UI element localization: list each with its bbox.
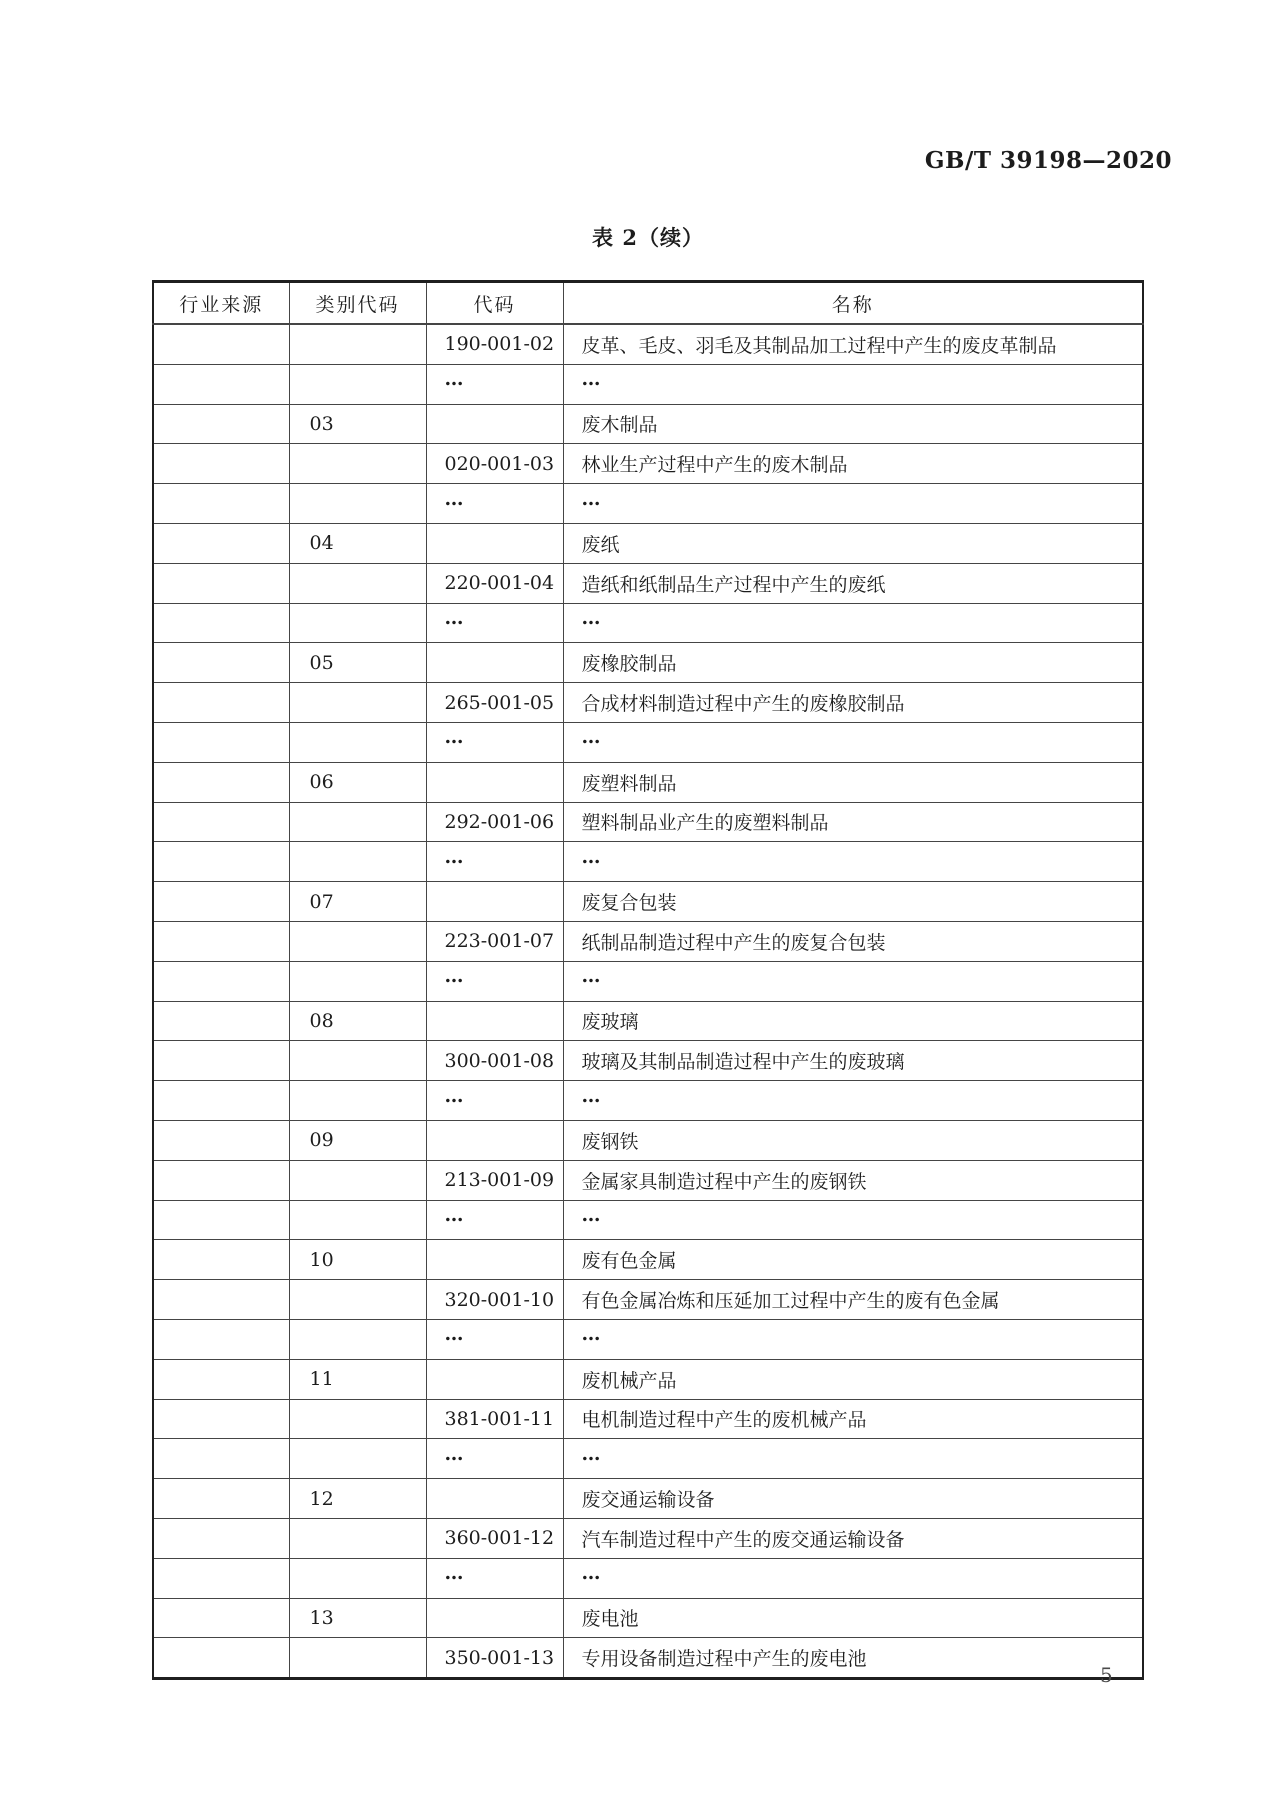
table-row bbox=[153, 404, 1143, 444]
table-row bbox=[153, 1160, 1143, 1200]
ellipsis: … bbox=[444, 1323, 465, 1346]
industry-cell bbox=[153, 921, 289, 961]
industry-cell bbox=[153, 324, 289, 364]
table-row bbox=[153, 1598, 1143, 1638]
industry-cell bbox=[153, 683, 289, 723]
name-cell: 造纸和纸制品生产过程中产生的废纸 bbox=[563, 563, 1143, 603]
table-row bbox=[153, 1518, 1143, 1558]
table-body bbox=[153, 324, 1143, 1679]
table-row bbox=[153, 1319, 1143, 1359]
table-row bbox=[153, 523, 1143, 563]
code-cell bbox=[426, 1200, 563, 1240]
table-row bbox=[153, 683, 1143, 723]
name-cell: 废纸 bbox=[563, 523, 1143, 563]
category-cell bbox=[289, 603, 426, 643]
ellipsis: … bbox=[444, 1084, 465, 1107]
page-number: 5 bbox=[1100, 1663, 1113, 1687]
table-header bbox=[153, 282, 1143, 325]
industry-cell bbox=[153, 1479, 289, 1519]
ellipsis: … bbox=[581, 606, 602, 629]
table-row bbox=[153, 603, 1143, 643]
category-cell: 10 bbox=[289, 1240, 426, 1280]
industry-cell bbox=[153, 1439, 289, 1479]
industry-cell bbox=[153, 1041, 289, 1081]
table-title: 表 2（续） bbox=[592, 225, 704, 250]
ellipsis: … bbox=[444, 368, 465, 391]
code-cell bbox=[426, 722, 563, 762]
code-cell bbox=[426, 961, 563, 1001]
industry-cell bbox=[153, 523, 289, 563]
category-cell: 08 bbox=[289, 1001, 426, 1041]
code-cell bbox=[426, 523, 563, 563]
industry-cell bbox=[153, 882, 289, 922]
code-cell: 190-001-02 bbox=[426, 324, 563, 364]
category-cell: 09 bbox=[289, 1120, 426, 1160]
name-cell: 废钢铁 bbox=[563, 1120, 1143, 1160]
code-cell: 381-001-11 bbox=[426, 1399, 563, 1439]
name-cell: 废橡胶制品 bbox=[563, 643, 1143, 683]
name-cell bbox=[563, 961, 1143, 1001]
code-cell bbox=[426, 882, 563, 922]
col-header-name: 名称 bbox=[563, 282, 1143, 325]
code-cell bbox=[426, 1240, 563, 1280]
table-row bbox=[153, 444, 1143, 484]
code-cell bbox=[426, 1120, 563, 1160]
category-cell bbox=[289, 722, 426, 762]
code-cell: 213-001-09 bbox=[426, 1160, 563, 1200]
table-row bbox=[153, 1280, 1143, 1320]
table-row bbox=[153, 961, 1143, 1001]
ellipsis: … bbox=[581, 487, 602, 510]
industry-cell bbox=[153, 444, 289, 484]
ellipsis: … bbox=[444, 965, 465, 988]
industry-cell bbox=[153, 1319, 289, 1359]
category-cell bbox=[289, 683, 426, 723]
code-cell bbox=[426, 1439, 563, 1479]
industry-cell bbox=[153, 961, 289, 1001]
category-cell bbox=[289, 324, 426, 364]
code-cell bbox=[426, 762, 563, 802]
name-cell: 皮革、毛皮、羽毛及其制品加工过程中产生的废皮革制品 bbox=[563, 324, 1143, 364]
name-cell: 废复合包装 bbox=[563, 882, 1143, 922]
industry-cell bbox=[153, 1280, 289, 1320]
table-row bbox=[153, 1479, 1143, 1519]
industry-cell bbox=[153, 1120, 289, 1160]
category-cell bbox=[289, 1280, 426, 1320]
col-header-industry: 行业来源 bbox=[153, 282, 289, 325]
ellipsis: … bbox=[444, 606, 465, 629]
code-cell bbox=[426, 404, 563, 444]
table-row bbox=[153, 842, 1143, 882]
name-cell: 合成材料制造过程中产生的废橡胶制品 bbox=[563, 683, 1143, 723]
code-cell: 223-001-07 bbox=[426, 921, 563, 961]
ellipsis: … bbox=[581, 1084, 602, 1107]
code-cell bbox=[426, 842, 563, 882]
table-row bbox=[153, 882, 1143, 922]
table-row bbox=[153, 643, 1143, 683]
name-cell: 废有色金属 bbox=[563, 1240, 1143, 1280]
table-row bbox=[153, 802, 1143, 842]
category-cell bbox=[289, 484, 426, 524]
code-cell: 300-001-08 bbox=[426, 1041, 563, 1081]
code-cell bbox=[426, 1081, 563, 1121]
category-cell bbox=[289, 1518, 426, 1558]
category-cell: 13 bbox=[289, 1598, 426, 1638]
category-cell bbox=[289, 444, 426, 484]
category-cell bbox=[289, 1041, 426, 1081]
industry-cell bbox=[153, 762, 289, 802]
name-cell bbox=[563, 1081, 1143, 1121]
name-cell: 废交通运输设备 bbox=[563, 1479, 1143, 1519]
ellipsis: … bbox=[581, 726, 602, 749]
name-cell bbox=[563, 364, 1143, 404]
name-cell: 玻璃及其制品制造过程中产生的废玻璃 bbox=[563, 1041, 1143, 1081]
name-cell: 废玻璃 bbox=[563, 1001, 1143, 1041]
industry-cell bbox=[153, 603, 289, 643]
industry-cell bbox=[153, 1558, 289, 1598]
table-row bbox=[153, 1081, 1143, 1121]
category-cell bbox=[289, 1638, 426, 1679]
industry-cell bbox=[153, 1160, 289, 1200]
table-row bbox=[153, 1120, 1143, 1160]
industry-cell bbox=[153, 1518, 289, 1558]
category-cell: 07 bbox=[289, 882, 426, 922]
code-cell bbox=[426, 1001, 563, 1041]
table-row bbox=[153, 722, 1143, 762]
table-row bbox=[153, 1439, 1143, 1479]
col-header-code: 代码 bbox=[426, 282, 563, 325]
name-cell: 专用设备制造过程中产生的废电池 bbox=[563, 1638, 1143, 1679]
category-cell: 06 bbox=[289, 762, 426, 802]
table-row bbox=[153, 762, 1143, 802]
category-cell bbox=[289, 842, 426, 882]
industry-cell bbox=[153, 842, 289, 882]
table-row bbox=[153, 1638, 1143, 1679]
category-cell bbox=[289, 1399, 426, 1439]
code-cell bbox=[426, 1359, 563, 1399]
table-row bbox=[153, 1558, 1143, 1598]
name-cell: 废电池 bbox=[563, 1598, 1143, 1638]
code-cell: 292-001-06 bbox=[426, 802, 563, 842]
table-row bbox=[153, 1200, 1143, 1240]
name-cell: 废木制品 bbox=[563, 404, 1143, 444]
name-cell bbox=[563, 842, 1143, 882]
ellipsis: … bbox=[581, 368, 602, 391]
category-cell bbox=[289, 1200, 426, 1240]
category-cell bbox=[289, 364, 426, 404]
code-cell: 350-001-13 bbox=[426, 1638, 563, 1679]
code-cell bbox=[426, 484, 563, 524]
category-cell: 03 bbox=[289, 404, 426, 444]
table-row bbox=[153, 324, 1143, 364]
industry-cell bbox=[153, 364, 289, 404]
ellipsis: … bbox=[444, 845, 465, 868]
code-cell: 220-001-04 bbox=[426, 563, 563, 603]
category-cell: 04 bbox=[289, 523, 426, 563]
code-cell bbox=[426, 364, 563, 404]
category-cell: 12 bbox=[289, 1479, 426, 1519]
industry-cell bbox=[153, 1081, 289, 1121]
name-cell: 汽车制造过程中产生的废交通运输设备 bbox=[563, 1518, 1143, 1558]
code-cell: 020-001-03 bbox=[426, 444, 563, 484]
code-cell: 265-001-05 bbox=[426, 683, 563, 723]
name-cell: 废塑料制品 bbox=[563, 762, 1143, 802]
table-row bbox=[153, 1001, 1143, 1041]
code-cell bbox=[426, 1558, 563, 1598]
classification-table bbox=[152, 280, 1144, 1680]
industry-cell bbox=[153, 484, 289, 524]
code-cell bbox=[426, 603, 563, 643]
ellipsis: … bbox=[581, 1442, 602, 1465]
name-cell bbox=[563, 1558, 1143, 1598]
ellipsis: … bbox=[581, 1323, 602, 1346]
category-cell bbox=[289, 802, 426, 842]
name-cell: 纸制品制造过程中产生的废复合包装 bbox=[563, 921, 1143, 961]
name-cell: 有色金属冶炼和压延加工过程中产生的废有色金属 bbox=[563, 1280, 1143, 1320]
table-row bbox=[153, 364, 1143, 404]
code-cell bbox=[426, 1598, 563, 1638]
category-cell bbox=[289, 563, 426, 603]
industry-cell bbox=[153, 1240, 289, 1280]
code-cell bbox=[426, 1479, 563, 1519]
category-cell: 05 bbox=[289, 643, 426, 683]
industry-cell bbox=[153, 643, 289, 683]
category-cell bbox=[289, 961, 426, 1001]
ellipsis: … bbox=[581, 845, 602, 868]
code-cell: 360-001-12 bbox=[426, 1518, 563, 1558]
category-cell bbox=[289, 1081, 426, 1121]
name-cell bbox=[563, 603, 1143, 643]
category-cell bbox=[289, 921, 426, 961]
name-cell: 废机械产品 bbox=[563, 1359, 1143, 1399]
table-row bbox=[153, 921, 1143, 961]
name-cell: 塑料制品业产生的废塑料制品 bbox=[563, 802, 1143, 842]
ellipsis: … bbox=[444, 1562, 465, 1585]
industry-cell bbox=[153, 1399, 289, 1439]
category-cell bbox=[289, 1439, 426, 1479]
ellipsis: … bbox=[581, 965, 602, 988]
industry-cell bbox=[153, 722, 289, 762]
industry-cell bbox=[153, 1001, 289, 1041]
name-cell: 金属家具制造过程中产生的废钢铁 bbox=[563, 1160, 1143, 1200]
ellipsis: … bbox=[581, 1203, 602, 1226]
code-cell: 320-001-10 bbox=[426, 1280, 563, 1320]
table-row bbox=[153, 1041, 1143, 1081]
industry-cell bbox=[153, 1359, 289, 1399]
name-cell bbox=[563, 722, 1143, 762]
standard-number: GB/T 39198—2020 bbox=[924, 147, 1172, 174]
ellipsis: … bbox=[444, 1442, 465, 1465]
ellipsis: … bbox=[444, 726, 465, 749]
industry-cell bbox=[153, 404, 289, 444]
name-cell bbox=[563, 1439, 1143, 1479]
industry-cell bbox=[153, 1598, 289, 1638]
ellipsis: … bbox=[444, 487, 465, 510]
header-row bbox=[153, 282, 1143, 325]
table-row bbox=[153, 1399, 1143, 1439]
table-row bbox=[153, 563, 1143, 603]
industry-cell bbox=[153, 802, 289, 842]
name-cell: 电机制造过程中产生的废机械产品 bbox=[563, 1399, 1143, 1439]
ellipsis: … bbox=[444, 1203, 465, 1226]
category-cell bbox=[289, 1319, 426, 1359]
ellipsis: … bbox=[581, 1562, 602, 1585]
industry-cell bbox=[153, 1200, 289, 1240]
code-cell bbox=[426, 1319, 563, 1359]
name-cell: 林业生产过程中产生的废木制品 bbox=[563, 444, 1143, 484]
industry-cell bbox=[153, 1638, 289, 1679]
name-cell bbox=[563, 1319, 1143, 1359]
industry-cell bbox=[153, 563, 289, 603]
table-row bbox=[153, 484, 1143, 524]
category-cell: 11 bbox=[289, 1359, 426, 1399]
name-cell bbox=[563, 484, 1143, 524]
table-row bbox=[153, 1359, 1143, 1399]
category-cell bbox=[289, 1160, 426, 1200]
table-row bbox=[153, 1240, 1143, 1280]
name-cell bbox=[563, 1200, 1143, 1240]
code-cell bbox=[426, 643, 563, 683]
col-header-category: 类别代码 bbox=[289, 282, 426, 325]
category-cell bbox=[289, 1558, 426, 1598]
